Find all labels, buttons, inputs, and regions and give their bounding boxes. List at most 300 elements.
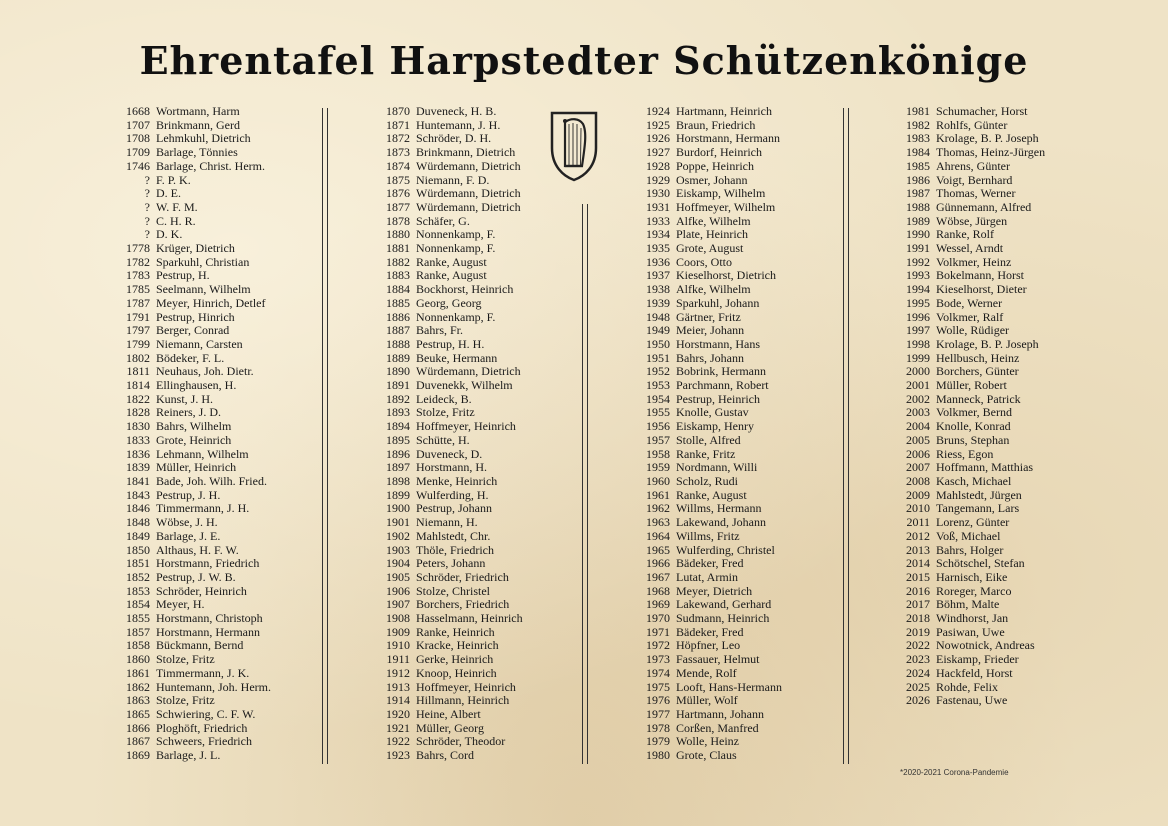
entry-name: Kieselhorst, Dieter <box>936 282 1027 297</box>
king-entry <box>632 475 872 489</box>
king-entry <box>892 585 1132 599</box>
king-entry <box>632 708 872 722</box>
entry-name: Barlage, Tönnies <box>156 145 238 160</box>
entry-name: Höpfner, Leo <box>676 638 741 653</box>
entry-name: Windhorst, Jan <box>936 611 1009 626</box>
entry-name: Duveneck, D. <box>416 446 483 461</box>
entry-name: Hasselmann, Heinrich <box>416 611 523 626</box>
entry-year: 1861 <box>126 665 150 680</box>
entry-year: 1970 <box>646 611 670 626</box>
entry-year: 1899 <box>386 487 410 502</box>
entry-name: Schweers, Friedrich <box>156 734 252 749</box>
entry-name: D. K. <box>156 227 183 242</box>
entry-name: Schröder, Friedrich <box>416 569 509 584</box>
entry-year: 1964 <box>646 528 670 543</box>
entry-name: Kasch, Michael <box>936 473 1012 488</box>
entry-year: 1995 <box>906 295 930 310</box>
king-entry <box>632 119 872 133</box>
entry-year: 1858 <box>126 638 150 653</box>
entry-year: 1987 <box>906 186 930 201</box>
king-entry <box>632 324 872 338</box>
entry-name: Stolze, Fritz <box>156 652 215 667</box>
entry-year: 2024 <box>906 665 930 680</box>
entry-name: Schröder, Heinrich <box>156 583 247 598</box>
king-entry <box>112 544 352 558</box>
entry-year: 1833 <box>126 432 150 447</box>
king-entry <box>632 146 872 160</box>
king-entry <box>892 406 1132 420</box>
entry-name: Stolze, Fritz <box>416 405 475 420</box>
entry-year: 1998 <box>906 336 930 351</box>
entry-name: Rohlfs, Günter <box>936 117 1008 132</box>
entry-name: Alfke, Wilhelm <box>676 282 751 297</box>
entry-name: Pestrup, Hinrich <box>156 309 235 324</box>
king-entry <box>112 406 352 420</box>
entry-name: Gerke, Heinrich <box>416 652 494 667</box>
footnote: *2020-2021 Corona-Pandemie <box>900 768 1009 777</box>
entry-year: 2017 <box>906 597 930 612</box>
king-entry <box>632 461 872 475</box>
entry-name: Ranke, August <box>416 268 487 283</box>
king-entry <box>892 489 1132 503</box>
king-entry <box>892 174 1132 188</box>
king-entry <box>372 201 612 215</box>
entry-year: 1830 <box>126 419 150 434</box>
entry-name: Hoffmann, Matthias <box>936 460 1034 475</box>
entry-year: 1880 <box>386 227 410 242</box>
entry-year: 2004 <box>906 419 930 434</box>
entry-name: Ranke, Fritz <box>676 446 736 461</box>
entry-name: Timmermann, J. H. <box>156 501 250 516</box>
king-entry <box>112 160 352 174</box>
entry-year: 1900 <box>386 501 410 516</box>
entry-name: C. H. R. <box>156 213 196 228</box>
entry-year: 1974 <box>646 665 670 680</box>
entry-name: Ploghöft, Friedrich <box>156 720 248 735</box>
king-entry <box>112 530 352 544</box>
entry-year: 1822 <box>126 391 150 406</box>
king-entry <box>632 297 872 311</box>
entry-name: Plate, Heinrich <box>676 227 748 242</box>
entry-name: Sudmann, Heinrich <box>676 611 770 626</box>
entry-name: Hoffmeyer, Wilhelm <box>676 199 776 214</box>
entry-year: 1930 <box>646 186 670 201</box>
entry-name: Eiskamp, Henry <box>676 419 754 434</box>
king-entry <box>372 434 612 448</box>
entry-year: 1905 <box>386 569 410 584</box>
king-entry <box>112 105 352 119</box>
entry-year: 1881 <box>386 241 410 256</box>
entry-name: Ranke, August <box>416 254 487 269</box>
entry-name: Horstmann, Hermann <box>156 624 260 639</box>
entry-name: Roreger, Marco <box>936 583 1012 598</box>
entry-year: 1963 <box>646 515 670 530</box>
king-entry <box>112 694 352 708</box>
king-entry <box>372 667 612 681</box>
entry-year: 2009 <box>906 487 930 502</box>
entry-name: Wöbse, J. H. <box>156 515 218 530</box>
king-entry <box>892 119 1132 133</box>
king-entry <box>372 639 612 653</box>
king-entry <box>372 352 612 366</box>
entry-name: Sparkuhl, Johann <box>676 295 760 310</box>
king-entry <box>632 612 872 626</box>
king-entry <box>112 283 352 297</box>
entry-name: Beuke, Hermann <box>416 350 498 365</box>
king-entry <box>892 571 1132 585</box>
entry-name: Würdemann, Dietrich <box>416 186 521 201</box>
entry-year: 1902 <box>386 528 410 543</box>
king-entry <box>632 105 872 119</box>
entry-name: Bobrink, Hermann <box>676 364 766 379</box>
king-entry <box>632 393 872 407</box>
king-entry <box>632 160 872 174</box>
entry-name: Wulferding, H. <box>416 487 489 502</box>
entry-name: Volkmer, Bernd <box>936 405 1012 420</box>
king-entry <box>372 420 612 434</box>
entry-name: Lehmann, Wilhelm <box>156 446 249 461</box>
king-entry <box>372 708 612 722</box>
entry-name: Nowotnick, Andreas <box>936 638 1035 653</box>
entry-name: Mahlstedt, Chr. <box>416 528 491 543</box>
entry-year: 1923 <box>386 748 410 763</box>
king-entry <box>112 434 352 448</box>
entry-year: 2003 <box>906 405 930 420</box>
king-entry <box>632 557 872 571</box>
entry-year: ? <box>144 172 150 187</box>
king-entry <box>112 735 352 749</box>
king-entry <box>632 694 872 708</box>
entry-year: 2019 <box>906 624 930 639</box>
entry-name: Duvenekk, Wilhelm <box>416 378 513 393</box>
entry-year: 1983 <box>906 131 930 146</box>
entry-name: Pestrup, Heinrich <box>676 391 760 406</box>
king-entry <box>372 530 612 544</box>
entry-name: Berger, Conrad <box>156 323 230 338</box>
king-entry <box>892 612 1132 626</box>
king-entry <box>112 352 352 366</box>
entry-name: Burdorf, Heinrich <box>676 145 762 160</box>
entry-year: 1668 <box>126 104 150 118</box>
entry-year: 1903 <box>386 542 410 557</box>
entry-year: 1877 <box>386 199 410 214</box>
king-entry <box>112 379 352 393</box>
king-entry <box>372 681 612 695</box>
king-entry <box>892 667 1132 681</box>
entry-name: Lutat, Armin <box>676 569 738 584</box>
entry-name: Eiskamp, Frieder <box>936 652 1019 667</box>
entry-year: 1863 <box>126 693 150 708</box>
entry-name: Schwiering, C. F. W. <box>156 706 256 721</box>
kings-column-3 <box>632 105 872 763</box>
entry-year: 1977 <box>646 706 670 721</box>
king-entry <box>632 269 872 283</box>
entry-year: 1986 <box>906 172 930 187</box>
king-entry <box>892 448 1132 462</box>
entry-name: Hartmann, Heinrich <box>676 104 772 118</box>
entry-year: 1811 <box>126 364 150 379</box>
entry-year: 1996 <box>906 309 930 324</box>
entry-year: 2010 <box>906 501 930 516</box>
entry-year: 1979 <box>646 734 670 749</box>
entry-name: Hackfeld, Horst <box>936 665 1013 680</box>
entry-year: 1969 <box>646 597 670 612</box>
king-entry <box>112 311 352 325</box>
entry-name: Schötschel, Stefan <box>936 556 1025 571</box>
king-entry <box>892 365 1132 379</box>
entry-name: Kunst, J. H. <box>156 391 214 406</box>
king-entry <box>112 269 352 283</box>
entry-name: Ranke, Heinrich <box>416 624 495 639</box>
entry-year: 1993 <box>906 268 930 283</box>
entry-name: Pestrup, H. H. <box>416 336 485 351</box>
entry-name: Bädeker, Fred <box>676 556 744 571</box>
entry-name: Voß, Michael <box>936 528 1001 543</box>
entry-year: 1851 <box>126 556 150 571</box>
entry-name: Borchers, Friedrich <box>416 597 510 612</box>
entry-year: 1966 <box>646 556 670 571</box>
king-entry <box>892 283 1132 297</box>
entry-year: 2013 <box>906 542 930 557</box>
entry-name: Neuhaus, Joh. Dietr. <box>156 364 254 379</box>
entry-year: 1890 <box>386 364 410 379</box>
entry-year: 2008 <box>906 473 930 488</box>
king-entry <box>892 626 1132 640</box>
king-entry <box>632 448 872 462</box>
harp-coat-of-arms-icon <box>549 110 599 182</box>
entry-year: 2007 <box>906 460 930 475</box>
entry-year: 1910 <box>386 638 410 653</box>
king-entry <box>112 516 352 530</box>
entry-year: 1886 <box>386 309 410 324</box>
king-entry <box>892 105 1132 119</box>
king-entry <box>112 461 352 475</box>
king-entry <box>372 502 612 516</box>
king-entry <box>632 174 872 188</box>
kings-column-4 <box>892 105 1132 708</box>
entry-year: 1978 <box>646 720 670 735</box>
entry-year: 1787 <box>126 295 150 310</box>
king-entry <box>892 379 1132 393</box>
entry-name: Schumacher, Horst <box>936 104 1028 118</box>
king-entry <box>372 297 612 311</box>
king-entry <box>112 256 352 270</box>
king-entry <box>632 571 872 585</box>
king-entry <box>892 557 1132 571</box>
entry-year: 1909 <box>386 624 410 639</box>
entry-year: 1841 <box>126 473 150 488</box>
king-entry <box>632 242 872 256</box>
entry-year: 2022 <box>906 638 930 653</box>
king-entry <box>632 187 872 201</box>
king-entry <box>112 475 352 489</box>
entry-name: Lakewand, Gerhard <box>676 597 772 612</box>
king-entry <box>892 201 1132 215</box>
entry-name: Fassauer, Helmut <box>676 652 760 667</box>
entry-name: Ellinghausen, H. <box>156 378 237 393</box>
king-entry <box>632 256 872 270</box>
king-entry <box>632 530 872 544</box>
entry-name: W. F. M. <box>156 199 198 214</box>
entry-name: Wessel, Arndt <box>936 241 1004 256</box>
king-entry <box>372 283 612 297</box>
king-entry <box>372 653 612 667</box>
king-entry <box>112 598 352 612</box>
entry-name: Würdemann, Dietrich <box>416 199 521 214</box>
entry-year: 1896 <box>386 446 410 461</box>
entry-year: 1839 <box>126 460 150 475</box>
entry-year: 1849 <box>126 528 150 543</box>
entry-name: Bahrs, Fr. <box>416 323 464 338</box>
king-entry <box>112 489 352 503</box>
king-entry <box>892 352 1132 366</box>
entry-year: ? <box>144 199 150 214</box>
entry-name: Thomas, Werner <box>936 186 1016 201</box>
king-entry <box>112 338 352 352</box>
entry-name: Brinkmann, Dietrich <box>416 145 516 160</box>
entry-year: 1893 <box>386 405 410 420</box>
entry-year: 1976 <box>646 693 670 708</box>
entry-year: 1866 <box>126 720 150 735</box>
entry-name: Krüger, Dietrich <box>156 241 235 256</box>
entry-name: Reiners, J. D. <box>156 405 221 420</box>
king-entry <box>892 530 1132 544</box>
entry-year: 1708 <box>126 131 150 146</box>
entry-name: Looft, Hans-Hermann <box>676 679 782 694</box>
entry-year: 1939 <box>646 295 670 310</box>
entry-name: Grote, Claus <box>676 748 737 763</box>
entry-name: Nonnenkamp, F. <box>416 241 496 256</box>
entry-name: Niemann, H. <box>416 515 478 530</box>
king-entry <box>112 448 352 462</box>
entry-name: Müller, Heinrich <box>156 460 237 475</box>
king-entry <box>632 516 872 530</box>
king-entry <box>892 132 1132 146</box>
king-entry <box>892 160 1132 174</box>
entry-name: Timmermann, J. K. <box>156 665 250 680</box>
entry-year: 1973 <box>646 652 670 667</box>
king-entry <box>372 269 612 283</box>
entry-year: 1959 <box>646 460 670 475</box>
entry-year: 1984 <box>906 145 930 160</box>
entry-year: 1954 <box>646 391 670 406</box>
king-entry <box>632 502 872 516</box>
entry-year: 1924 <box>646 104 670 118</box>
entry-year: 2015 <box>906 569 930 584</box>
king-entry <box>632 420 872 434</box>
king-entry <box>892 215 1132 229</box>
king-entry <box>632 379 872 393</box>
entry-name: Müller, Wolf <box>676 693 738 708</box>
entry-name: Poppe, Heinrich <box>676 158 754 173</box>
king-entry <box>632 489 872 503</box>
entry-year: 1992 <box>906 254 930 269</box>
entry-name: Lorenz, Günter <box>936 515 1010 530</box>
king-entry <box>372 516 612 530</box>
entry-name: Meyer, H. <box>156 597 205 612</box>
entry-name: Willms, Hermann <box>676 501 762 516</box>
entry-name: Pestrup, J. W. B. <box>156 569 236 584</box>
entry-name: Krolage, B. P. Joseph <box>936 131 1039 146</box>
entry-year: 1783 <box>126 268 150 283</box>
entry-name: Barlage, J. L. <box>156 748 221 763</box>
king-entry <box>112 557 352 571</box>
entry-year: 1957 <box>646 432 670 447</box>
entry-name: Fastenau, Uwe <box>936 693 1008 708</box>
king-entry <box>632 311 872 325</box>
king-entry <box>632 201 872 215</box>
king-entry <box>372 187 612 201</box>
king-entry <box>892 256 1132 270</box>
king-entry <box>372 379 612 393</box>
king-entry <box>892 544 1132 558</box>
entry-name: Hoffmeyer, Heinrich <box>416 679 516 694</box>
entry-year: 1921 <box>386 720 410 735</box>
king-entry <box>892 434 1132 448</box>
king-entry <box>632 626 872 640</box>
entry-name: Pestrup, Johann <box>416 501 492 516</box>
king-entry <box>892 598 1132 612</box>
entry-name: Günnemann, Alfred <box>936 199 1032 214</box>
king-entry <box>892 420 1132 434</box>
entry-name: Sparkuhl, Christian <box>156 254 250 269</box>
entry-name: Bückmann, Bernd <box>156 638 244 653</box>
king-entry <box>892 311 1132 325</box>
entry-year: 2001 <box>906 378 930 393</box>
entry-year: 1860 <box>126 652 150 667</box>
entry-year: 1914 <box>386 693 410 708</box>
king-entry <box>632 749 872 763</box>
entry-year: 1906 <box>386 583 410 598</box>
entry-year: 1929 <box>646 172 670 187</box>
entry-name: Stolze, Fritz <box>156 693 215 708</box>
entry-name: Ranke, August <box>676 487 747 502</box>
king-entry <box>372 324 612 338</box>
entry-name: Knolle, Gustav <box>676 405 749 420</box>
entry-year: 1925 <box>646 117 670 132</box>
king-entry <box>112 187 352 201</box>
entry-name: Huntemann, J. H. <box>416 117 501 132</box>
entry-year: ? <box>144 213 150 228</box>
entry-year: 1888 <box>386 336 410 351</box>
entry-year: 1988 <box>906 199 930 214</box>
king-entry <box>632 283 872 297</box>
king-entry <box>112 228 352 242</box>
entry-year: 1897 <box>386 460 410 475</box>
entry-year: 2018 <box>906 611 930 626</box>
entry-year: 1885 <box>386 295 410 310</box>
entry-name: Bruns, Stephan <box>936 432 1010 447</box>
entry-name: Bahrs, Johann <box>676 350 744 365</box>
entry-year: 1952 <box>646 364 670 379</box>
entry-year: 1843 <box>126 487 150 502</box>
entry-year: 1869 <box>126 748 150 763</box>
entry-year: 1985 <box>906 158 930 173</box>
entry-year: 1972 <box>646 638 670 653</box>
entry-year: 1981 <box>906 104 930 118</box>
entry-name: Huntemann, Joh. Herm. <box>156 679 271 694</box>
king-entry <box>892 297 1132 311</box>
entry-name: Horstmann, Friedrich <box>156 556 260 571</box>
king-entry <box>632 365 872 379</box>
entry-year: 1883 <box>386 268 410 283</box>
king-entry <box>112 502 352 516</box>
entry-name: Wolle, Heinz <box>676 734 740 749</box>
entry-name: Barlage, Christ. Herm. <box>156 158 265 173</box>
entry-year: 2005 <box>906 432 930 447</box>
king-entry <box>112 667 352 681</box>
king-entry <box>112 681 352 695</box>
